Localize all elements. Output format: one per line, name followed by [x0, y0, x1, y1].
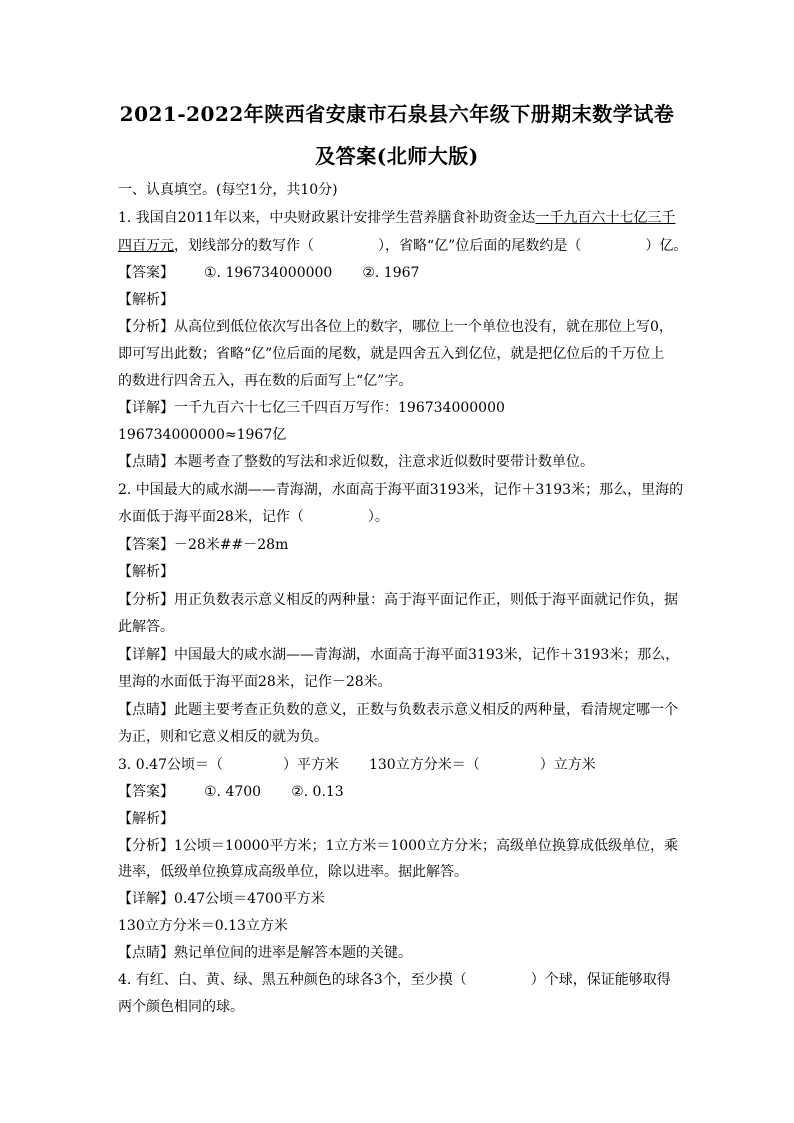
answer-label: 【答案】 — [118, 265, 174, 281]
q1-xiangjie-line-2: 196734000000≈1967亿 — [118, 427, 287, 443]
q3-text — [118, 755, 596, 775]
q3-xiangjie-line-2: 130立方分米＝0.13立方米 — [118, 918, 288, 934]
q3-answer-1: ①. 4700 — [204, 784, 262, 800]
q1-fenxi-line-3: 的数进行四舍五入，再在数的后面写上“亿”字。 — [118, 373, 413, 389]
q1-fenxi-line-1: 【分析】从高位到低位依次写出各位上的数字，哪位上一个单位也没有，就在那位上写0， — [118, 319, 673, 335]
q1-text-line-2 — [118, 236, 687, 256]
q4-text-line-1 — [118, 970, 671, 990]
q1-dianjing: 【点睛】本题考查了整数的写法和求近似数，注意求近似数时要带计数单位。 — [118, 454, 594, 470]
q1-answer — [118, 263, 419, 283]
q2-text-line-1: 2. 中国最大的咸水湖——青海湖，水面高于海平面3193米，记作＋3193米；那么，里海的 — [118, 482, 684, 498]
q3-xiangjie-line-1: 【详解】0.47公顷＝4700平方米 — [118, 891, 325, 907]
q2-answer: 【答案】－28米##－28m — [118, 537, 289, 553]
q1-answer-1: ①. 196734000000 — [204, 265, 333, 281]
q3-blank-1-suffix: ）平方米 — [282, 757, 339, 773]
q1-text-line-1 — [118, 208, 675, 228]
q1-analysis-label: 【解析】 — [118, 292, 174, 308]
q4-text-line-2: 两个颜色相同的球。 — [118, 999, 244, 1015]
q1-xiangjie-line-1: 【详解】一千九百六十七亿三千四百万写作：196734000000 — [118, 400, 505, 416]
q1-underlined-number-cont: 四百万元 — [118, 238, 174, 254]
document-title-line-2: 及答案(北师大版) — [315, 144, 479, 168]
q1-blank-1-prefix: ，划线部分的数写作（ — [174, 238, 314, 254]
q2-dianjing-line-1: 【点睛】此题主要考查正负数的意义，正数与负数表示意义相反的两种量，看清规定哪一个 — [118, 702, 678, 718]
q2-fenxi-line-1: 【分析】用正负数表示意义相反的两种量：高于海平面记作正，则低于海平面就记作负，据 — [118, 592, 678, 608]
section-heading: 一、认真填空。(每空1分，共10分) — [118, 182, 338, 198]
q1-text: 1. 我国自2011年以来，中央财政累计安排学生营养膳食补助资金达 — [118, 210, 536, 226]
q2-fenxi-line-2: 此解答。 — [118, 619, 174, 635]
q3-fenxi-line-1: 【分析】1公顷＝10000平方米；1立方米＝1000立方分米；高级单位换算成低级单位，乘 — [118, 838, 678, 854]
q2-blank-suffix: ）。 — [367, 509, 389, 525]
q3-blank-1-prefix: 3. 0.47公顷＝（ — [118, 757, 223, 773]
q3-answer — [118, 782, 344, 802]
q3-blank-2-suffix: ）立方米 — [539, 757, 596, 773]
q2-dianjing-line-2: 为正，则和它意义相反的就为负。 — [118, 729, 328, 745]
q1-fenxi-line-2: 即可写出此数；省略“亿”位后面的尾数，就是四舍五入到亿位，就是把亿位后的千万位上 — [118, 346, 665, 362]
q1-blank-2-prefix: ），省略“亿”位后面的尾数约是（ — [378, 238, 582, 254]
q2-analysis-label: 【解析】 — [118, 564, 174, 580]
q3-analysis-label: 【解析】 — [118, 811, 174, 827]
q1-blank-2-suffix: ）亿。 — [645, 238, 688, 254]
q2-xiangjie-line-1: 【详解】中国最大的咸水湖——青海湖，水面高于海平面3193米，记作＋3193米；那么， — [118, 647, 680, 663]
q2-text-line-2 — [118, 507, 389, 527]
q1-underlined-number: 一千九百六十七亿三千 — [535, 210, 676, 226]
q3-fenxi-line-2: 进率，低级单位换算成高级单位，除以进率。据此解答。 — [118, 864, 468, 880]
q2-blank-prefix: 水面低于海平面28米，记作（ — [118, 509, 304, 525]
q3-blank-2-prefix: 130立方分米＝（ — [368, 757, 480, 773]
q3-dianjing: 【点睛】熟记单位间的进率是解答本题的关键。 — [118, 945, 412, 961]
q3-answer-2: ②. 0.13 — [291, 784, 344, 800]
q2-xiangjie-line-2: 里海的水面低于海平面28米，记作－28米。 — [118, 674, 392, 690]
document-title-line-1: 2021-2022年陕西省安康市石泉县六年级下册期末数学试卷 — [119, 102, 675, 126]
q4-blank-prefix: 4. 有红、白、黄、绿、黑五种颜色的球各3个，至少摸（ — [118, 972, 467, 988]
q1-answer-2: ②. 1967 — [362, 265, 420, 281]
answer-label: 【答案】 — [118, 784, 174, 800]
q4-blank-suffix: ）个球，保证能够取得 — [530, 972, 671, 988]
